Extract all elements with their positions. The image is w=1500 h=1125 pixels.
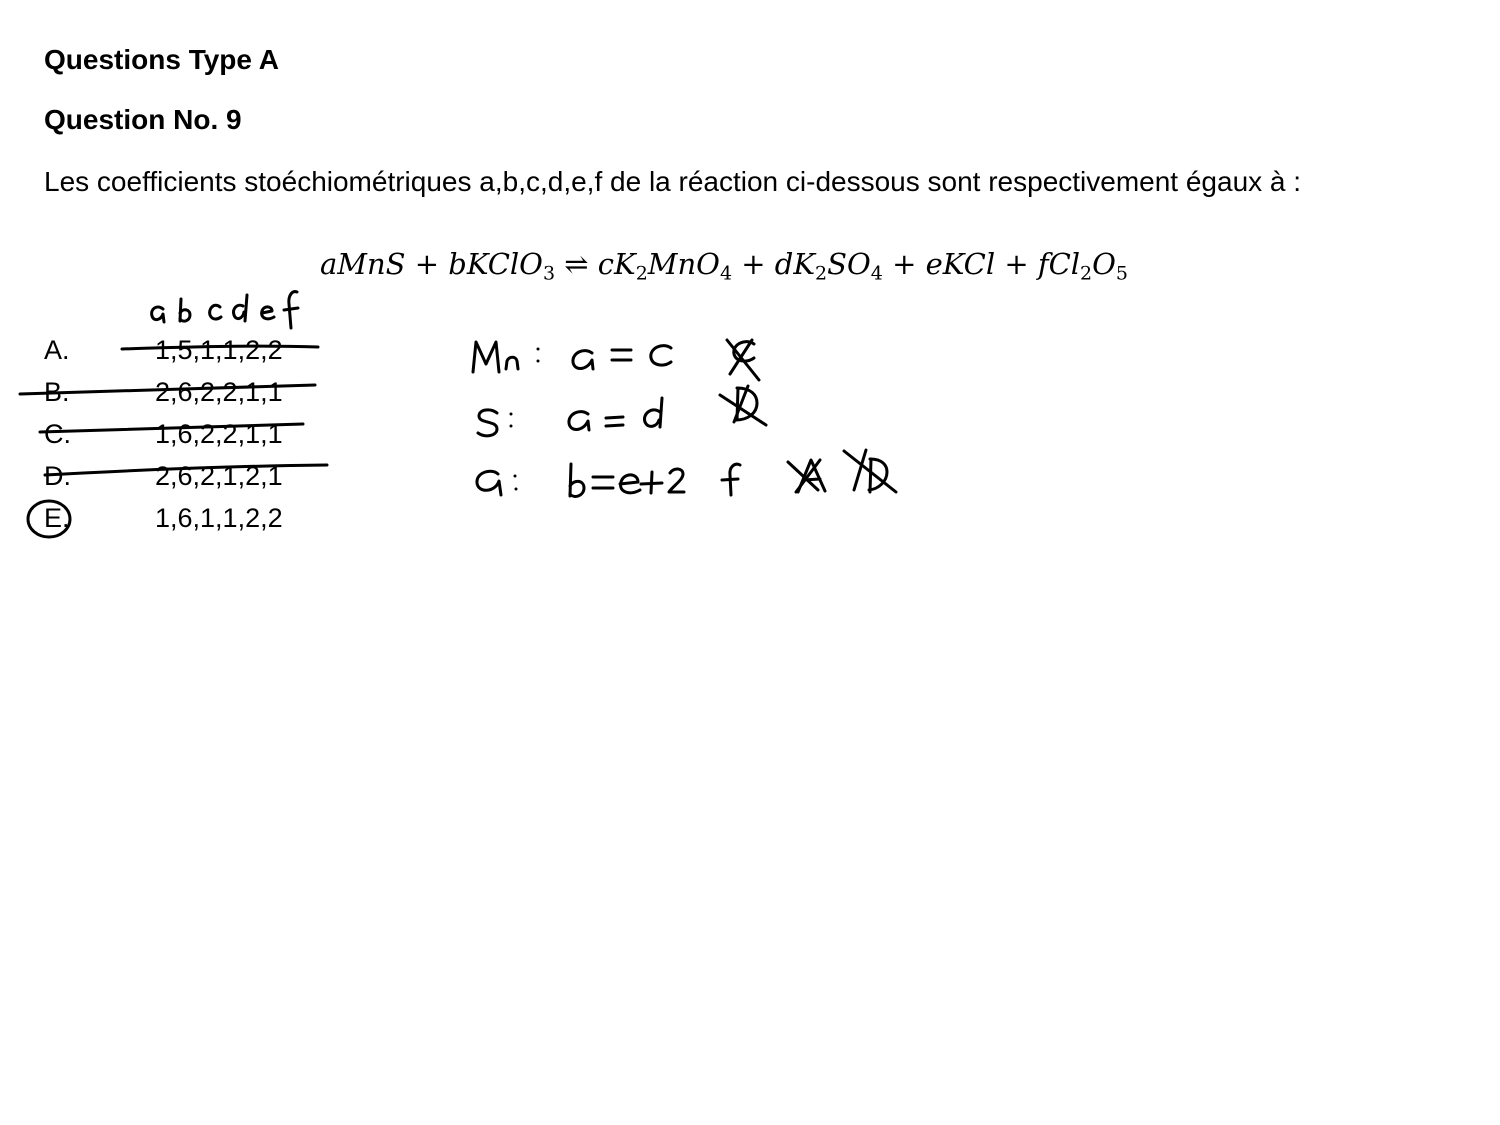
- equation-term: + eKCl + fCl: [882, 247, 1081, 281]
- equation-term: SO: [827, 247, 871, 281]
- equation-term: MnO: [647, 247, 720, 281]
- question-text: Les coefficients stoéchiométriques a,b,c,d,e,f de la réaction ci-dessous sont respectivement égaux à :: [44, 166, 1302, 197]
- equation-subscript: 2: [1080, 262, 1093, 285]
- option-d-value: 2,6,2,1,2,1: [155, 461, 283, 491]
- option-a-value: 1,5,1,1,2,2: [155, 335, 283, 365]
- equation-subscript: 3: [542, 262, 556, 285]
- option-b-value: 2,6,2,2,1,1: [155, 377, 283, 407]
- equation-subscript: 4: [719, 262, 733, 285]
- section-title: Questions Type A: [44, 44, 279, 75]
- option-b-label[interactable]: B.: [44, 377, 70, 407]
- equation-term: + dK: [732, 247, 816, 281]
- equation-term: ⇌ cK: [555, 247, 636, 281]
- option-e-value: 1,6,1,1,2,2: [155, 503, 283, 533]
- handwritten-column-letters: [152, 292, 298, 328]
- equation-term: O: [1092, 247, 1116, 281]
- handwritten-s-equation: [478, 386, 766, 436]
- option-e-label[interactable]: E.: [44, 503, 70, 533]
- equation-subscript: 4: [870, 262, 883, 285]
- option-a-label[interactable]: A.: [44, 335, 70, 365]
- option-d-label[interactable]: D.: [44, 461, 71, 491]
- chemical-equation: [320, 247, 1129, 285]
- option-c-label[interactable]: C.: [44, 419, 71, 449]
- equation-term: aMnS + bKClO: [320, 247, 543, 281]
- question-title: Question No. 9: [44, 104, 242, 135]
- equation-subscript: 2: [815, 262, 828, 285]
- option-c-value: 1,6,2,2,1,1: [155, 419, 283, 449]
- handwritten-mn-equation: [473, 340, 759, 380]
- equation-subscript: 2: [635, 262, 648, 285]
- handwritten-cl-equation: [477, 450, 896, 496]
- equation-subscript: 5: [1115, 262, 1129, 285]
